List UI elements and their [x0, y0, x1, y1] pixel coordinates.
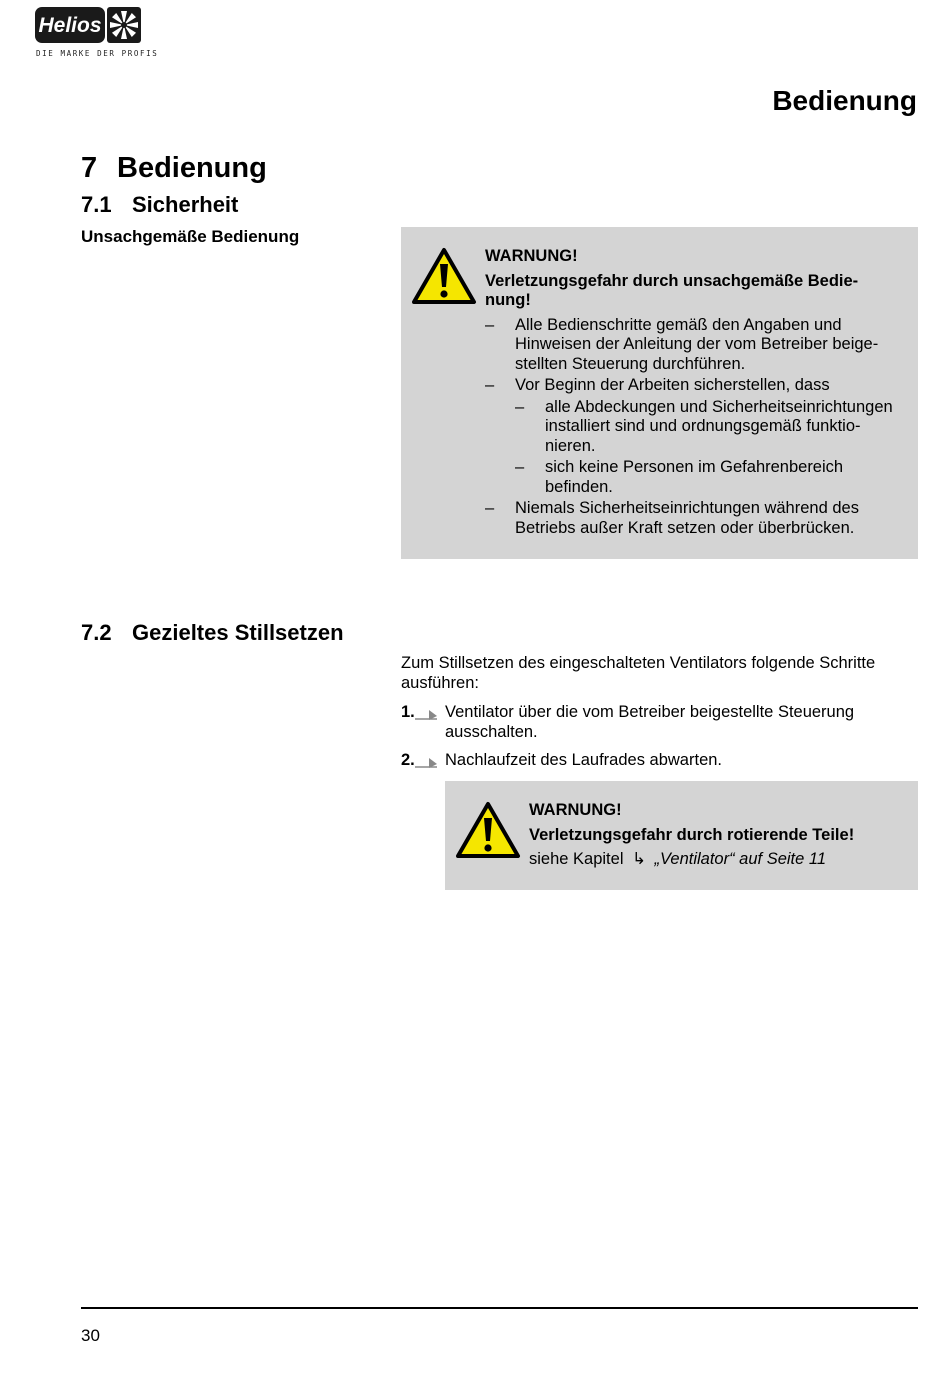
logo-brand-text: Helios: [38, 14, 102, 37]
step-number: 2.: [401, 751, 415, 769]
list-item: – alle Abdeckungen und Sicherheitseinrichtungen installiert sind und ordnungsgemäß funktio-nieren.: [515, 397, 893, 455]
step-item: [401, 751, 921, 771]
warning-title: WARNUNG!: [529, 801, 622, 819]
helios-logo: [34, 6, 142, 44]
running-header-title: Bedienung: [772, 85, 917, 116]
cross-reference-icon: ↳: [632, 850, 646, 868]
section-number: 7.2: [81, 620, 112, 645]
step-number: 1.: [401, 703, 415, 721]
section-heading-safety: [81, 192, 238, 218]
warning-title: WARNUNG!: [485, 247, 578, 265]
section-heading-shutdown: [81, 620, 344, 646]
list-item: – Vor Beginn der Arbeiten sicherstellen, dass: [485, 376, 830, 394]
step-arrow-icon: [415, 755, 439, 769]
warning-box-improper-operation: [401, 227, 918, 559]
cross-reference: siehe Kapitel ↳ „Ventilator“ auf Seite 11: [529, 850, 827, 868]
list-item: – Niemals Sicherheitseinrichtungen während des Betriebs außer Kraft setzen oder überbrücken.: [485, 499, 859, 537]
step-item: [401, 703, 921, 742]
section-number: 7.1: [81, 192, 112, 217]
chapter-heading: [81, 152, 267, 185]
intro-paragraph: Zum Stillsetzen des eingeschalteten Ventilators folgende Schritte ausführen:: [401, 654, 876, 692]
step-arrow-icon: [415, 707, 439, 721]
warning-triangle-icon: [455, 801, 521, 859]
warning-box-rotating-parts: [445, 781, 918, 890]
page-number: 30: [81, 1326, 100, 1345]
warning-subtitle: Verletzungsgefahr durch rotierende Teile!: [529, 825, 855, 844]
section-title: Sicherheit: [132, 192, 239, 217]
cross-reference-link[interactable]: „Ventilator“ auf Seite 11: [654, 850, 827, 868]
list-item: – Alle Bedienschritte gemäß den Angaben und Hinweisen der Anleitung der vom Betreiber beige-stellten Steuerung durchführen.: [485, 315, 879, 373]
step-text: Ventilator über die vom Betreiber beigestellte Steuerung ausschalten.: [445, 703, 855, 741]
section-title: Gezieltes Stillsetzen: [132, 620, 344, 645]
warning-triangle-icon: [411, 247, 477, 305]
side-label: Unsachgemäße Bedienung: [81, 227, 300, 246]
warning-subtitle: Verletzungsgefahr durch unsachgemäße Bedie- nung!: [485, 271, 859, 309]
chapter-title: Bedienung: [117, 152, 267, 184]
list-item: – sich keine Personen im Gefahrenbereich befinden.: [515, 458, 844, 496]
logo-tagline: DIE MARKE DER PROFIS: [36, 49, 159, 58]
chapter-number: 7: [81, 152, 98, 184]
footer-rule: [81, 1307, 918, 1309]
step-text: Nachlaufzeit des Laufrades abwarten.: [445, 751, 723, 769]
